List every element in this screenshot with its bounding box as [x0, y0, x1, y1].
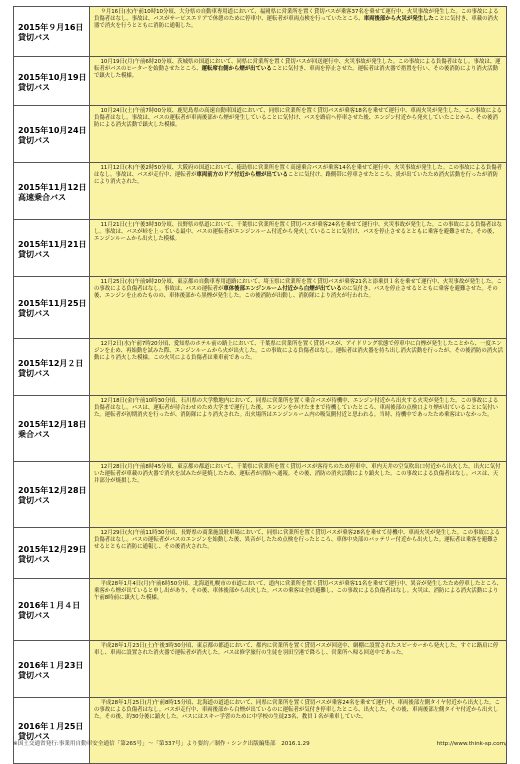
bus-type: 貸切バス: [18, 496, 50, 505]
website-url[interactable]: http://www.think-sp.com/: [436, 741, 507, 747]
body-text: 11月21日(土)午後3時30分頃、長野県の県道において、千葉県に営業所を置く貸切バスが乗客24名を乗せて運行中、火災事故が発生した。この事故による負傷者はなし。事故は、バスが峠を上っている最中、バスの運転者が: [94, 222, 502, 236]
footer: [13, 740, 507, 748]
accident-date: 2015年12月28日: [18, 486, 87, 495]
body-text: 12月2日(水)午前7時20分頃、愛知県のホテル前の路上において、千葉県に営業所を置く貸切バスが、アイドリング状態で停車中に白煙が発生したことから、一度エンジンを止め、再始動を試みた際、: [94, 341, 502, 355]
accident-date: 2016年１月25日: [18, 722, 84, 731]
accident-date: 2015年12月２日: [18, 358, 84, 368]
highlight-text: 運転席右側から煙が出ている: [201, 66, 272, 73]
accident-date: 2015年12月29日: [18, 544, 87, 554]
body-text: 、バスを路肩へ停車させた後、: [298, 115, 375, 122]
accident-row: [13, 6, 507, 57]
highlight-text: 車両前方のドア付近から煙が出ている: [196, 172, 288, 179]
accident-label: [14, 277, 90, 338]
accident-description: [90, 220, 506, 276]
accident-date: 2015年11月21日: [18, 239, 87, 249]
body-text: 出火に気付いた運転者が車載の消火器で消火を試みたが延焼したため、運転者が消防へ通報。その後、消防の消火活動により鎮火した。: [94, 464, 501, 478]
body-text: 12月18日(金)午前10時30分頃、石川県の大学敷地内において、同県に営業所を置く乗合バスが待機中、エンジン付近から出火する火災が発生した。この事故による負傷者はなし。: [94, 398, 499, 412]
accident-description: [90, 7, 506, 56]
bus-type: 貸切バス: [18, 82, 50, 92]
accident-description: [90, 396, 506, 461]
body-text: 。この事故による負傷者はなし。運転者は消火器を持ち出し消火活動を行ったが、その後消防の消火活動により消火した模様。: [94, 348, 503, 362]
accident-label: [14, 57, 90, 105]
accident-row: [13, 220, 507, 277]
accident-description: [90, 163, 506, 219]
highlight-text: 車両後部から火災が発生した: [363, 16, 434, 23]
body-text: その後、約30分後に鎮火した。バスにはスキー学習のために中学校の生徒23名、教員１名が乗車していた。: [104, 714, 367, 721]
source-note: ※国土交通省発行:事業用自動車安全通信「第265号」～「第337号」より要約／制作・シンク出版編集部 2016.1.29: [13, 741, 310, 747]
body-text: 平成28年1月23日(土)午後3時30分頃、東京都の都道において、都内に営業所を置く貸切バスが回送中、: [100, 643, 354, 649]
body-text: バスの運転者がバスのエンジンを始動した後、異音がしたため点検を行ったところ、車体中央部のバッテリー付近から出火した。運転者は乗客を避難させるとともに消防に通報し、その後消火された。: [94, 537, 499, 551]
accident-date: 2015年12月18日: [18, 420, 87, 429]
bus-type: 高速乗合バス: [18, 192, 66, 202]
highlight-text: 車体後部エンジンルーム付近から白煙が出ている: [223, 286, 342, 293]
accident-description: [90, 462, 506, 527]
body-text: 11月25日(水)午前9時20分頃、東京都の自動車専用道路において、埼玉県に営業所を置く貸切バスが乗客21名と添乗員１名を乗せて運行中、火災事故が発生した。この事故による負傷者はなし。事故は、バスの運転者が: [94, 279, 502, 293]
accident-date: 2015年11月12日: [18, 182, 87, 192]
body-text: 平成28年1月25日(月)午前8時15分頃、北海道の道道において、同県に営業所を置く貸切バスが乗客24名を乗せて運行中、: [100, 700, 398, 706]
accident-date: 2015年９月16日: [18, 23, 84, 32]
accident-label: [14, 7, 90, 56]
body-text: バスは、運転者が待合わせのため大学まで運行した後、エンジンをかけたままで待機していたところ、車両後部の点検口より煙が出ていることに気付いた。運転者が初期消火を行ったが、消防隊により消火された。: [94, 405, 499, 419]
accident-label: [14, 462, 90, 527]
accident-label: [14, 579, 90, 640]
body-text: この事故による負傷者はなし。: [395, 471, 472, 478]
accident-description: [90, 528, 506, 578]
body-text: 車体後部から出火した: [212, 588, 267, 595]
bus-type: 貸切バス: [18, 670, 50, 680]
body-text: 網棚に設置されたスピーカーから発火した: [353, 643, 456, 649]
accident-label: [14, 106, 90, 162]
body-text: 車両後部左側タイヤ付近から出火した: [397, 700, 490, 706]
accident-description: [90, 641, 506, 697]
accident-date: 2016年１月４日: [18, 601, 81, 610]
bus-type: 乗合バス: [18, 430, 50, 439]
body-text: 。この事故による負傷者はなし。: [94, 700, 500, 714]
bus-type: 貸切バス: [18, 135, 50, 145]
accident-row: [13, 339, 507, 396]
body-text: エンジン付近から発火していた: [374, 115, 450, 122]
body-text: 車体後部から黒煙が発生: [168, 293, 229, 300]
accident-date: 2015年11月25日: [18, 299, 87, 308]
accident-row: [13, 163, 507, 220]
body-text: エンジンルームから火が出火した: [174, 348, 255, 355]
accident-label: [14, 641, 90, 697]
accident-table: [13, 6, 507, 764]
accident-description: [90, 698, 506, 763]
body-text: 平成28年1月4日(月)午前6時50分頃、北海道札幌市の市道において、道内に営業所を置く貸切バスが乗客11名を乗せて運行中、異音が発生したため停車したところ、乗客から煙が出ていると申し出があり、その後、: [94, 581, 502, 595]
bus-type: 貸切バス: [18, 732, 50, 741]
bus-type: 貸切バス: [18, 554, 50, 564]
accident-row: [13, 579, 507, 641]
body-text: のに気付き、バスを停止させるとともに乗客を避難させた。その後、エンジンを止めたものの、: [94, 286, 498, 300]
bus-type: 貸切バス: [18, 249, 50, 259]
body-text: 10月19日(月)午前6時20分頃、茨城県の国道において、同県に営業所を置く貸切バスが回送運行中、火災事故が発生した。この事故による負傷者はなし。事故は、運転者がバスのヒーターを始動させたところ、: [94, 59, 501, 73]
accident-label: [14, 698, 90, 763]
body-text: した。この後消防が出動し、消防隊により消火が行われた。: [228, 293, 374, 300]
body-text: バスは修学旅行の生徒を羽田空港で降ろし、営業所へ帰る回送中であった。: [223, 650, 407, 657]
accident-label: [14, 396, 90, 461]
accident-row: [13, 106, 507, 163]
body-text: 11月12日(木)午後2時50分頃、大阪府の国道において、徳島県に営業所を置く高速乗合バスが乗客14名を乗せて運行中、火災事故が発生した。この事故による負傷者はなし。事故は、バスが走行中、運転者が: [94, 165, 502, 179]
body-text: ことに気付き、車両を停止させた。運転者は消火器で措置を行い、その後消防により消火活動で鎮火した模様。: [94, 66, 498, 80]
body-text: 12月28日(月)午前8時45分頃、東京都の都道において、千葉県に営業所を置く貸切バスが客待ちのため停車中、車内天井の空気吹出口付近から出火した。: [100, 464, 474, 470]
body-text: 。すぐに路肩に停車し、車両に設置された消火器で運転者が消火した。: [94, 643, 499, 657]
body-text: バスの乗客は全員避難し、この事故による負傷者はなし。火災は、消防による消火活動により午前8時前に鎮火した模様。: [94, 588, 499, 602]
body-text: バスは、天井部分が焼損した。: [94, 471, 499, 485]
bus-type: 貸切バス: [18, 309, 50, 318]
accident-label: [14, 339, 90, 395]
body-text: ９月16日(水)午前10時10分頃、大分県の自動車専用道において、福岡県に営業所を置く貸切バスが乗客37名を乗せて運行中、火災事故が発生した。この事故による負傷者はなし。事故は、バスがサービスエリアで休憩のために停車中、運転者が車両点検を行っていたところ、: [94, 9, 499, 23]
body-text: この火災による負傷者は乗車前であった。: [153, 355, 256, 362]
bus-type: 貸切バス: [18, 33, 50, 42]
body-text: エンジンルーム付近から発火している: [234, 229, 326, 236]
accident-label: [14, 528, 90, 578]
body-text: 。: [266, 588, 272, 595]
body-text: ことに気付き、車載の消火器で消火を行うとともに消防に通報した。: [94, 16, 499, 30]
bus-type: 貸切バス: [18, 368, 50, 378]
accident-date: 2015年10月24日: [18, 125, 87, 135]
accident-label: [14, 163, 90, 219]
accident-date: 2016年１月23日: [18, 660, 84, 670]
accident-row: [13, 396, 507, 462]
accident-row: [13, 698, 507, 764]
body-text: バスが走行中、車両後部から白煙が出ているのに運転者が気付き停車したところ、出火した。その後、車両後部左側タイヤ付近から出火した。: [94, 707, 499, 721]
accident-description: [90, 579, 506, 640]
accident-description: [90, 106, 506, 162]
body-text: ことに気付け、路側帯に停車させたところ、炎が出ていたため消火活動を行ったが消防により消火された。: [94, 172, 498, 186]
body-text: 出火場所はエンジンルーム内の吸気側付近と思われる: [244, 412, 374, 419]
bus-type: 貸切バス: [18, 611, 50, 620]
accident-row: [13, 528, 507, 579]
body-text: ことから、その後消防による消火活動で鎮火した模様。: [94, 115, 498, 129]
accident-description: [90, 339, 506, 395]
body-text: 。当時、待機中であったため乗客はいなかった。: [373, 412, 493, 419]
accident-row: [13, 641, 507, 698]
accident-row: [13, 57, 507, 106]
accident-label: [14, 220, 90, 276]
accident-row: [13, 277, 507, 339]
accident-description: [90, 57, 506, 105]
body-text: 10月24日(土)午前7時00分頃、鹿児島県の高速自動車国道において、同県に営業所を置く貸切バスが乗客18名を乗せて運行中、車両火災が発生した。この事故による負傷者はなし。事故は、バスの運転者が: [94, 108, 502, 122]
body-text: 12月29日(火)午前11時30分頃、長野県の商業施設駐車場において、同県に営業所を置く貸切バスが乗客28名を乗せて待機中、車両火災が発生した。この事故による負傷者はなし。: [94, 530, 501, 544]
accident-description: [90, 277, 506, 338]
body-text: 車両後部から煙が発生していることに気付け: [191, 115, 299, 122]
accident-date: 2015年10月19日: [18, 72, 87, 82]
accident-row: [13, 462, 507, 528]
body-text: ことに気付け、バスを停止させるとともに乗客を避難させた。その後、エンジンルームから出火した模様。: [94, 229, 498, 243]
